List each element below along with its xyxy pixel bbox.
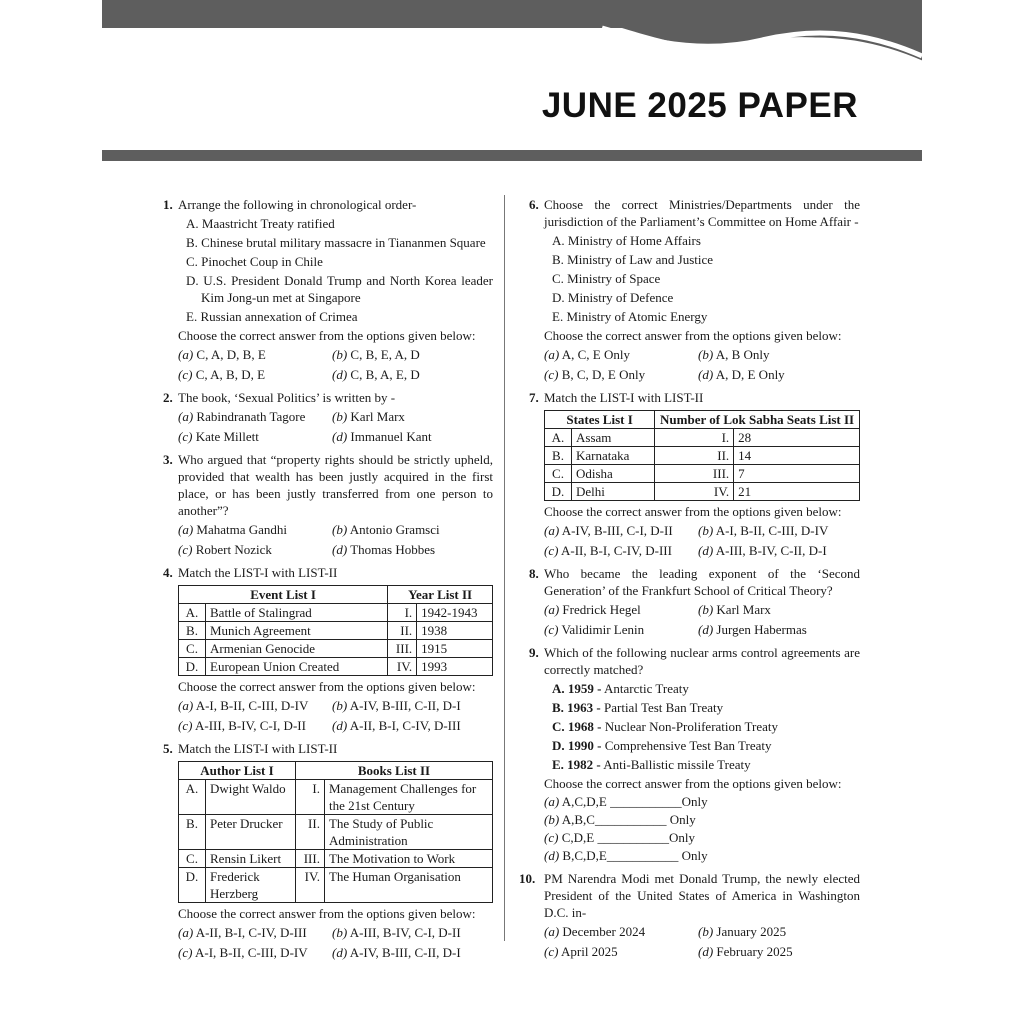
table-header: Number of Lok Sabha Seats List II — [655, 411, 860, 429]
table-row: C. Rensin Likert III. The Motivation to Work — [179, 850, 493, 868]
option-c: (c) A-II, B-I, C-IV, D-III — [544, 543, 672, 558]
left-column — [163, 196, 493, 965]
question-number: 8. — [529, 566, 539, 581]
option-b: (b) January 2025 — [698, 924, 787, 939]
statement-item: C. 1968 - Nuclear Non-Proliferation Treaty — [552, 719, 779, 734]
option-a: (a) Mahatma Gandhi — [178, 522, 288, 537]
option-d: (d) A-IV, B-III, C-II, D-I — [332, 945, 461, 960]
header-band — [102, 0, 922, 62]
question-number: 9. — [529, 645, 539, 660]
page-title: JUNE 2025 PAPER — [541, 86, 858, 125]
options-list — [544, 793, 860, 864]
question-10 — [519, 870, 860, 960]
instruction-text: Choose the correct answer from the options given below: — [544, 328, 842, 343]
table-row: C. Armenian Genocide III. 1915 — [179, 640, 493, 658]
table-row: D. Delhi IV. 21 — [545, 483, 860, 501]
option-a: (a) A-I, B-II, C-III, D-IV — [178, 698, 309, 713]
question-number: 3. — [163, 452, 173, 467]
option-d: (d) C, B, A, E, D — [332, 367, 420, 382]
option-a: (a) Fredrick Hegel — [544, 602, 641, 617]
question-text: Which of the following nuclear arms control agreements are correctly matched? — [544, 645, 860, 677]
option-a: (a) A,C,D,E ___________Only — [544, 794, 708, 809]
option-d: (d) Thomas Hobbes — [332, 542, 436, 557]
instruction-text: Choose the correct answer from the options given below: — [544, 776, 842, 791]
option-d: (d) B,C,D,E___________ Only — [544, 848, 708, 863]
option-d: (d) Jurgen Habermas — [698, 622, 807, 637]
statement-item: D. Ministry of Defence — [552, 290, 674, 305]
option-c: (c) C, A, B, D, E — [178, 367, 266, 382]
question-text: Choose the correct Ministries/Departments under the jurisdiction of the Parliament’s Committee on Home Affair - — [544, 197, 860, 229]
table-header: Books List II — [295, 762, 492, 780]
options-grid — [544, 601, 860, 638]
option-b: (b) Karl Marx — [698, 602, 771, 617]
option-b: (b) Karl Marx — [332, 409, 405, 424]
option-d: (d) A, D, E Only — [698, 367, 785, 382]
question-text: Who became the leading exponent of the ‘Second Generation’ of the Frankfurt School of Critical Theory? — [544, 566, 860, 598]
option-a: (a) December 2024 — [544, 924, 646, 939]
match-table — [544, 410, 860, 501]
statement-item: C. Pinochet Coup in Chile — [186, 254, 323, 269]
option-b: (b) A, B Only — [698, 347, 770, 362]
question-number: 7. — [529, 390, 539, 405]
options-grid — [544, 346, 860, 383]
option-c: (c) B, C, D, E Only — [544, 367, 646, 382]
question-text: Arrange the following in chronological order- — [178, 197, 417, 212]
table-row: C. Odisha III. 7 — [545, 465, 860, 483]
option-d: (d) A-II, B-I, C-IV, D-III — [332, 718, 461, 733]
question-number: 1. — [163, 197, 173, 212]
right-column — [519, 196, 860, 964]
statement-item: E. 1982 - Anti-Ballistic missile Treaty — [552, 757, 751, 772]
options-grid — [544, 923, 860, 960]
option-b: (b) A-IV, B-III, C-II, D-I — [332, 698, 461, 713]
table-header: Year List II — [388, 586, 493, 604]
instruction-text: Choose the correct answer from the options given below: — [178, 679, 476, 694]
question-9 — [529, 644, 860, 864]
question-3 — [163, 451, 493, 558]
statement-item: A. Maastricht Treaty ratified — [186, 216, 335, 231]
question-text: Match the LIST-I with LIST-II — [178, 741, 338, 756]
options-grid — [178, 697, 493, 734]
option-b: (b) A,B,C___________ Only — [544, 812, 696, 827]
question-7 — [529, 389, 860, 559]
table-row: B. Peter Drucker II. The Study of Public Administration — [179, 815, 493, 850]
options-grid — [178, 346, 493, 383]
option-a: (a) A-II, B-I, C-IV, D-III — [178, 925, 307, 940]
table-row: A. Battle of Stalingrad I. 1942-1943 — [179, 604, 493, 622]
options-grid — [178, 521, 493, 558]
question-text: PM Narendra Modi met Donald Trump, the newly elected President of the United States of America in Washington D.C. in- — [544, 871, 860, 920]
option-d: (d) Immanuel Kant — [332, 429, 432, 444]
table-header: Author List I — [179, 762, 296, 780]
question-1 — [163, 196, 493, 383]
question-number: 10. — [519, 871, 536, 886]
statement-item: B. 1963 - Partial Test Ban Treaty — [552, 700, 724, 715]
column-divider — [504, 195, 505, 941]
statement-item: A. 1959 - Antarctic Treaty — [552, 681, 689, 696]
option-c: (c) A-I, B-II, C-III, D-IV — [178, 945, 308, 960]
question-number: 4. — [163, 565, 173, 580]
option-d: (d) A-III, B-IV, C-II, D-I — [698, 543, 827, 558]
question-number: 6. — [529, 197, 539, 212]
table-header: Event List I — [179, 586, 388, 604]
statement-item: D. 1990 - Comprehensive Test Ban Treaty — [552, 738, 772, 753]
instruction-text: Choose the correct answer from the options given below: — [178, 906, 476, 921]
option-c: (c) C,D,E ___________Only — [544, 830, 695, 845]
table-row: B. Karnataka II. 14 — [545, 447, 860, 465]
question-number: 5. — [163, 741, 173, 756]
question-text: The book, ‘Sexual Politics’ is written by - — [178, 390, 396, 405]
title-underline-bar — [102, 150, 922, 161]
option-b: (b) A-I, B-II, C-III, D-IV — [698, 523, 829, 538]
option-b: (b) A-III, B-IV, C-I, D-II — [332, 925, 461, 940]
statement-item: A. Ministry of Home Affairs — [552, 233, 701, 248]
question-5 — [163, 740, 493, 961]
question-8 — [529, 565, 860, 638]
table-row: D. Frederick Herzberg IV. The Human Organisation — [179, 868, 493, 903]
instruction-text: Choose the correct answer from the options given below: — [544, 504, 842, 519]
statement-item: E. Ministry of Atomic Energy — [552, 309, 708, 324]
option-c: (c) Robert Nozick — [178, 542, 272, 557]
option-c: (c) A-III, B-IV, C-I, D-II — [178, 718, 306, 733]
question-text: Match the LIST-I with LIST-II — [544, 390, 704, 405]
table-row: D. European Union Created IV. 1993 — [179, 658, 493, 676]
table-row: A. Assam I. 28 — [545, 429, 860, 447]
question-text: Who argued that “property rights should be strictly upheld, provided that wealth has been justly acquired in the first place, or has been justly transferred from one person to another”? — [178, 452, 493, 518]
table-row: B. Munich Agreement II. 1938 — [179, 622, 493, 640]
question-number: 2. — [163, 390, 173, 405]
options-grid — [178, 924, 493, 961]
table-row: A. Dwight Waldo I. Management Challenges for the 21st Century — [179, 780, 493, 815]
option-a: (a) C, A, D, B, E — [178, 347, 266, 362]
match-table — [178, 585, 493, 676]
option-c: (c) Validimir Lenin — [544, 622, 645, 637]
question-4 — [163, 564, 493, 734]
option-b: (b) Antonio Gramsci — [332, 522, 440, 537]
option-a: (a) A-IV, B-III, C-I, D-II — [544, 523, 673, 538]
option-c: (c) Kate Millett — [178, 429, 259, 444]
option-d: (d) February 2025 — [698, 944, 793, 959]
option-b: (b) C, B, E, A, D — [332, 347, 420, 362]
question-2 — [163, 389, 493, 445]
options-grid — [544, 522, 860, 559]
statement-item: D. U.S. President Donald Trump and North Korea leader Kim Jong-un met at Singapore — [186, 273, 493, 305]
statement-item: C. Ministry of Space — [552, 271, 661, 286]
match-table — [178, 761, 493, 903]
options-grid — [178, 408, 493, 445]
question-6 — [529, 196, 860, 383]
option-c: (c) April 2025 — [544, 944, 618, 959]
statement-item: E. Russian annexation of Crimea — [186, 309, 358, 324]
question-text: Match the LIST-I with LIST-II — [178, 565, 338, 580]
table-header: States List I — [545, 411, 655, 429]
instruction-text: Choose the correct answer from the options given below: — [178, 328, 476, 343]
statement-item: B. Chinese brutal military massacre in Tiananmen Square — [186, 235, 486, 250]
option-a: (a) Rabindranath Tagore — [178, 409, 306, 424]
statement-item: B. Ministry of Law and Justice — [552, 252, 714, 267]
option-a: (a) A, C, E Only — [544, 347, 630, 362]
